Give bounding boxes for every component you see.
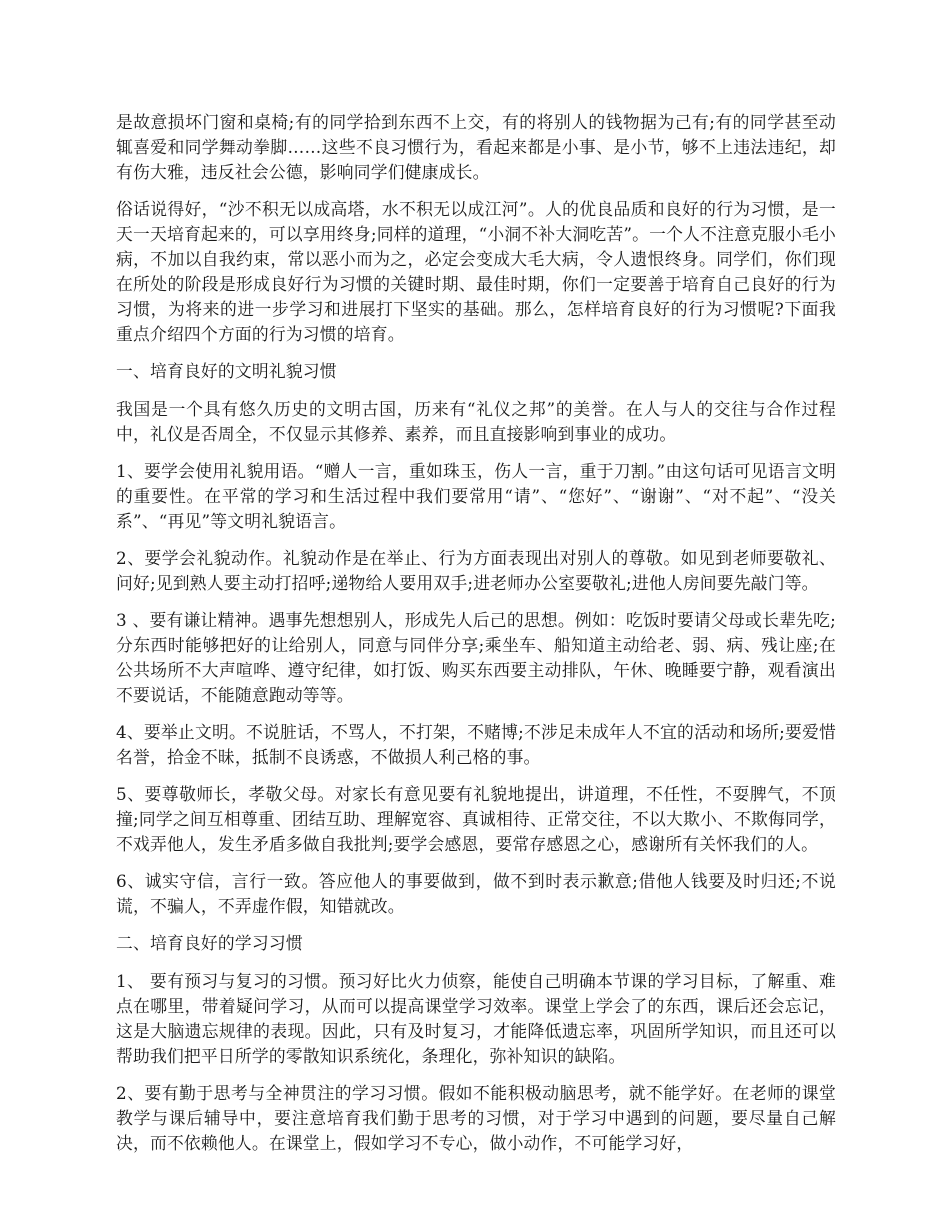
paragraph-item-polite-actions: 2、要学会礼貌动作。礼貌动作是在举止、行为方面表现出对别人的尊敬。如见到老师要敬礼、问好;见到熟人要主动打招呼;递物给人要用双手;进老师办公室要敬礼;进他人房间要先敲门等。 xyxy=(116,548,836,593)
paragraph-item-thinking-focus: 2、要有勤于思考与全神贯注的学习习惯。假如不能积极动脑思考，就不能学好。在老师的课堂教学与课后辅导中，要注意培育我们勤于思考的习惯，对于学习中遇到的问题，要尽量自己解决，而不依赖他人。在课堂上，假如学习不专心，做小动作，不可能学习好， xyxy=(116,1083,836,1153)
section-heading-etiquette: 一、培育良好的文明礼貌习惯 xyxy=(116,361,337,381)
paragraph-etiquette-intro: 我国是一个具有悠久历史的文明古国，历来有“礼仪之邦”的美誉。在人与人的交往与合作过程中，礼仪是否周全，不仅显示其修养、素养，而且直接影响到事业的成功。 xyxy=(116,399,836,444)
paragraph-item-civil-behavior: 4、要举止文明。不说脏话，不骂人，不打架，不赌博;不涉足未成年人不宜的活动和场所;要爱惜名誉，拾金不昧，抵制不良诱惑，不做损人利己格的事。 xyxy=(116,722,836,767)
paragraph-item-modesty: 3 、要有谦让精神。遇事先想想别人，形成先人后己的思想。例如：吃饭时要请父母或长辈先吃;分东西时能够把好的让给别人，同意与同伴分享;乘坐车、船知道主动给老、弱、病、残让座;在公共场所不大声喧哗、遵守纪律，如打饭、购买东西要主动排队，午休、晚睡要宁静，观看演出不要说话，不能随意跑动等等。 xyxy=(116,610,836,705)
paragraph-item-honesty: 6、诚实守信，言行一致。答应他人的事要做到，做不到时表示歉意;借他人钱要及时归还;不说谎，不骗人，不弄虚作假，知错就改。 xyxy=(116,871,836,916)
section-heading-study-habits: 二、培育良好的学习习惯 xyxy=(116,933,303,953)
paragraph-item-polite-language: 1、要学会使用礼貌用语。“赠人一言，重如珠玉，伤人一言，重于刀割。”由这句话可见语言文明的重要性。在平常的学习和生活过程中我们要常用“请”、“您好”、“谢谢”、“对不起”、“没关系”、“再见”等文明礼貌语言。 xyxy=(116,461,836,531)
paragraph-item-preview-review: 1、 要有预习与复习的习惯。预习好比火力侦察，能使自己明确本节课的学习目标，了解重、难点在哪里，带着疑问学习，从而可以提高课堂学习效率。课堂上学会了的东西，课后还会忘记，这是大脑遗忘规律的表现。因此，只有及时复习，才能降低遗忘率，巩固所学知识，而且还可以帮助我们把平日所学的零散知识系统化，条理化，弥补知识的缺陷。 xyxy=(116,971,836,1066)
paragraph-item-respect-elders: 5、要尊敬师长，孝敬父母。对家长有意见要有礼貌地提出，讲道理，不任性，不耍脾气，不顶撞;同学之间互相尊重、团结互助、理解宽容、真诚相待、正常交往，不以大欺小、不欺侮同学，不戏弄他人，发生矛盾多做自我批判;要学会感恩，要常存感恩之心，感谢所有关怀我们的人。 xyxy=(116,784,836,854)
paragraph-bad-habits-intro: 是故意损坏门窗和桌椅;有的同学拾到东西不上交，有的将别人的钱物据为己有;有的同学甚至动辄喜爱和同学舞动拳脚……这些不良习惯行为，看起来都是小事、是小节，够不上违法违纪，却有伤大雅，违反社会公德，影响同学们健康成长。 xyxy=(116,112,836,182)
paragraph-proverb: 俗话说得好，“沙不积无以成高塔，水不积无以成江河”。人的优良品质和良好的行为习惯，是一天一天培育起来的，可以享用终身;同样的道理，“小洞不补大洞吃苦”。一个人不注意克服小毛小病，不加以自我约束，常以恶小而为之，必定会变成大毛大病，令人遗恨终身。同学们，你们现在所处的阶段是形成良好行为习惯的关键时期、最佳时期，你们一定要善于培育自己良好的行为习惯，为将来的进一步学习和进展打下坚实的基础。那么，怎样培育良好的行为习惯呢?下面我重点介绍四个方面的行为习惯的培育。 xyxy=(116,199,836,344)
